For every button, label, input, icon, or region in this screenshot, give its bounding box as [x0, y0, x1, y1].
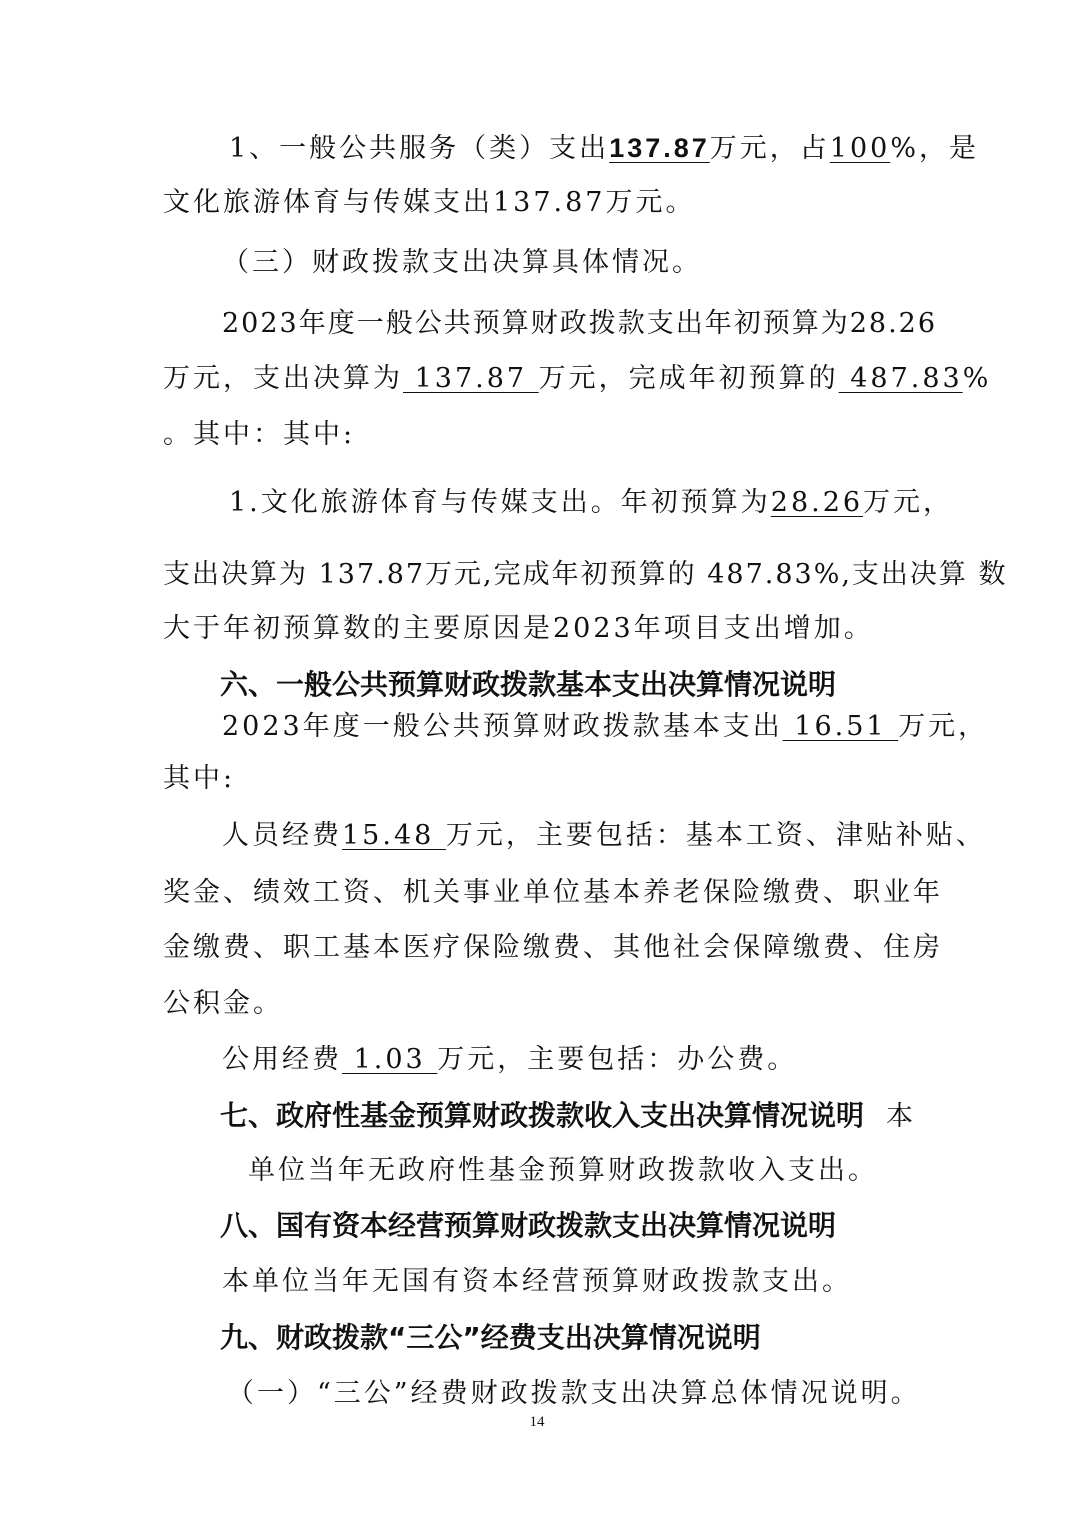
percent: 100	[829, 133, 891, 164]
section-heading-6: 六、一般公共预算财政拨款基本支出决算情况说明	[220, 668, 837, 701]
text: 万元，完成年初预算的	[538, 363, 839, 394]
text: 1.文化旅游体育与传媒支出。年初预算为	[229, 487, 771, 518]
text: %，是	[890, 133, 979, 164]
text: 万元，主要包括：基本工资、津贴补贴、	[445, 820, 986, 851]
amount: 16.51	[782, 711, 899, 742]
text: 万元，占	[709, 133, 830, 164]
amount: 15.48	[342, 820, 446, 851]
paragraph-line: 文化旅游体育与传媒支出137.87万元。	[163, 187, 696, 218]
amount: 137.87	[403, 363, 539, 394]
text: 2023年度一般公共预算财政拨款基本支出	[222, 711, 783, 742]
section-heading-9: 九、财政拨款“三公”经费支出决算情况说明	[220, 1321, 761, 1354]
section-heading-7: 七、政府性基金预算财政拨款收入支出决算情况说明	[220, 1099, 865, 1132]
text: 1、一般公共服务（类）支出	[229, 133, 610, 164]
list-item-1	[229, 483, 953, 523]
paragraph-line: 其中:	[163, 763, 236, 794]
text: 本	[886, 1101, 914, 1132]
text: 公用经费	[222, 1044, 342, 1075]
paragraph-line: 本单位当年无国有资本经营预算财政拨款支出。	[222, 1266, 852, 1297]
paragraph-line: 。其中：其中:	[163, 419, 356, 450]
paragraph-line: 奖金、绩效工资、机关事业单位基本养老保险缴费、职业年	[163, 877, 943, 908]
text: 万元，支出决算为	[163, 363, 403, 394]
text: 人员经费	[222, 820, 342, 851]
text: 万元，	[898, 711, 989, 742]
page-number: 14	[529, 1414, 545, 1430]
paragraph-line: 单位当年无政府性基金预算财政拨款收入支出。	[248, 1155, 878, 1186]
section-heading-8: 八、国有资本经营预算财政拨款支出决算情况说明	[220, 1209, 837, 1242]
paragraph-line: 支出决算为 137.87万元,完成年初预算的 487.83%,支出决算 数	[163, 559, 1008, 590]
text: 万元，	[863, 487, 954, 518]
percent: 487.83	[838, 363, 963, 394]
amount: 1.03	[342, 1044, 438, 1075]
paragraph-line: 金缴费、职工基本医疗保险缴费、其他社会保障缴费、住房	[163, 932, 943, 963]
section-heading-7-row	[220, 1096, 913, 1136]
amount: 137.87	[609, 133, 710, 163]
paragraph-line	[163, 359, 991, 399]
paragraph-general-services	[229, 128, 979, 168]
paragraph-line: 公积金。	[163, 988, 283, 1019]
paragraph-line	[222, 707, 988, 747]
subsection-heading: （一）“三公”经费财政拨款支出决算总体情况说明。	[227, 1378, 921, 1409]
paragraph-line: 大于年初预算数的主要原因是2023年项目支出增加。	[163, 613, 874, 644]
paragraph-personnel	[222, 816, 986, 856]
paragraph-public-expenses	[222, 1040, 797, 1080]
percent-sign: %	[962, 363, 992, 394]
section-heading-3: （三）财政拨款支出决算具体情况。	[222, 247, 702, 278]
text: 万元，主要包括：办公费。	[437, 1044, 798, 1075]
paragraph-line: 2023年度一般公共预算财政拨款支出年初预算为28.26	[222, 308, 938, 339]
amount: 28.26	[770, 487, 864, 518]
